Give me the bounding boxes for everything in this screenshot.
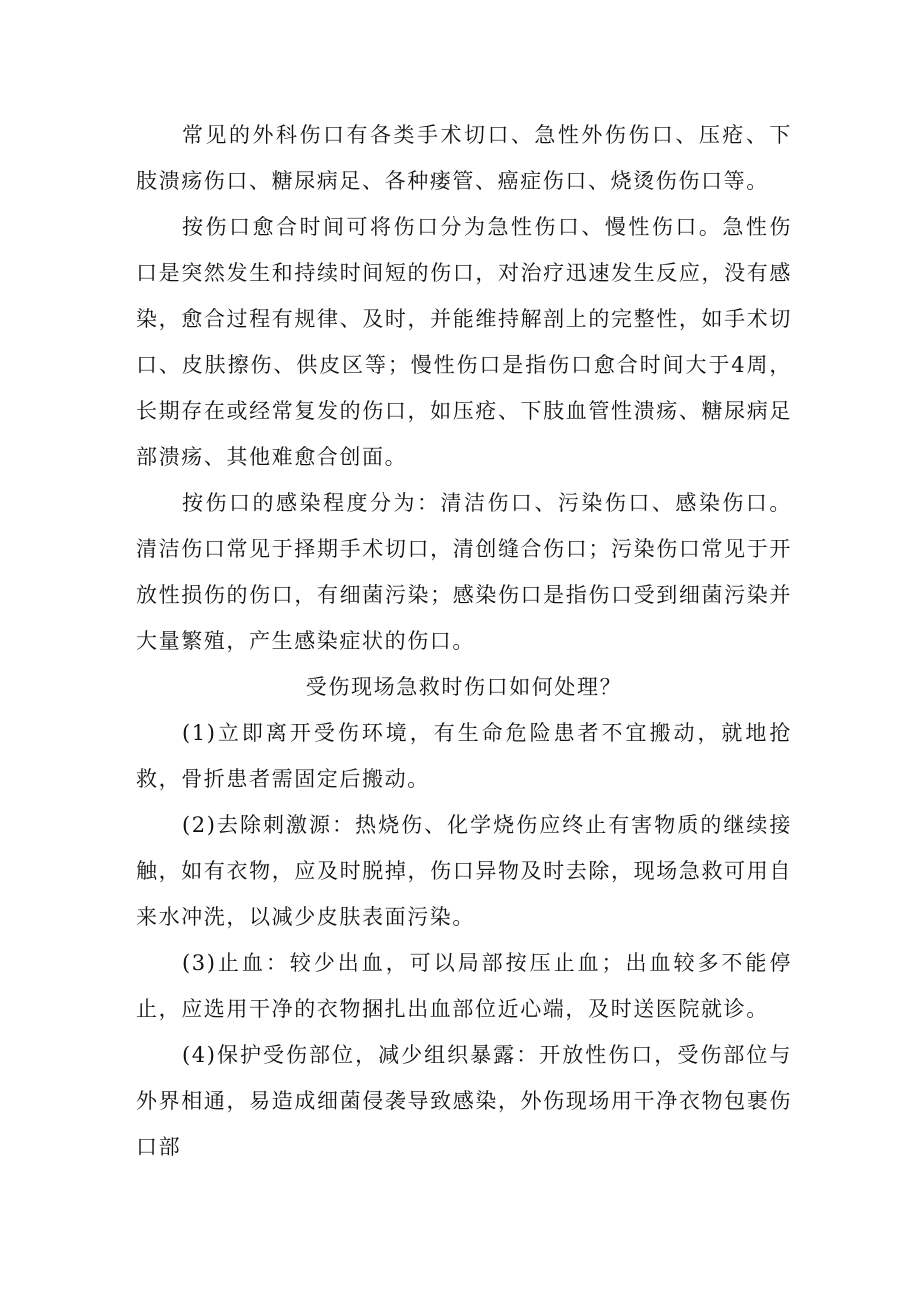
paragraph-wound-types: 常见的外科伤口有各类手术切口、急性外伤伤口、压疮、下肢溃疡伤口、糖尿病足、各种瘘管、癌症伤口、烧烫伤伤口等。 xyxy=(136,123,792,193)
step-1: (1)立即离开受伤环境，有生命危险患者不宜搬动，就地抢救，骨折患者需固定后搬动。 xyxy=(136,721,792,791)
section-heading: 受伤现场急救时伤口如何处理？ xyxy=(305,675,623,699)
step-3: (3)止血：较少出血，可以局部按压止血；出血较多不能停止，应选用干净的衣物捆扎出血部位近心端，及时送医院就诊。 xyxy=(136,951,792,1021)
step-2: (2)去除刺激源：热烧伤、化学烧伤应终止有害物质的继续接触，如有衣物，应及时脱掉，伤口异物及时去除，现场急救可用自来水冲洗，以减少皮肤表面污染。 xyxy=(136,813,792,929)
paragraph-healing-time: 按伤口愈合时间可将伤口分为急性伤口、慢性伤口。急性伤口是突然发生和持续时间短的伤口，对治疗迅速发生反应，没有感染，愈合过程有规律、及时，并能维持解剖上的完整性，如手术切口、皮肤擦伤、供皮区等；慢性伤口是指伤口愈合时间大于4周，长期存在或经常复发的伤口，如压疮、下肢血管性溃疡、糖尿病足部溃疡、其他难愈合创面。 xyxy=(136,215,792,469)
step-4: (4)保护受伤部位，减少组织暴露：开放性伤口，受伤部位与外界相通，易造成细菌侵袭导致感染，外伤现场用干净衣物包裹伤口部 xyxy=(136,1043,792,1159)
paragraph-infection-degree: 按伤口的感染程度分为：清洁伤口、污染伤口、感染伤口。清洁伤口常见于择期手术切口，清创缝合伤口；污染伤口常见于开放性损伤的伤口，有细菌污染；感染伤口是指伤口受到细菌污染并大量繁殖，产生感染症状的伤口。 xyxy=(136,491,792,653)
document-body xyxy=(136,112,792,1170)
